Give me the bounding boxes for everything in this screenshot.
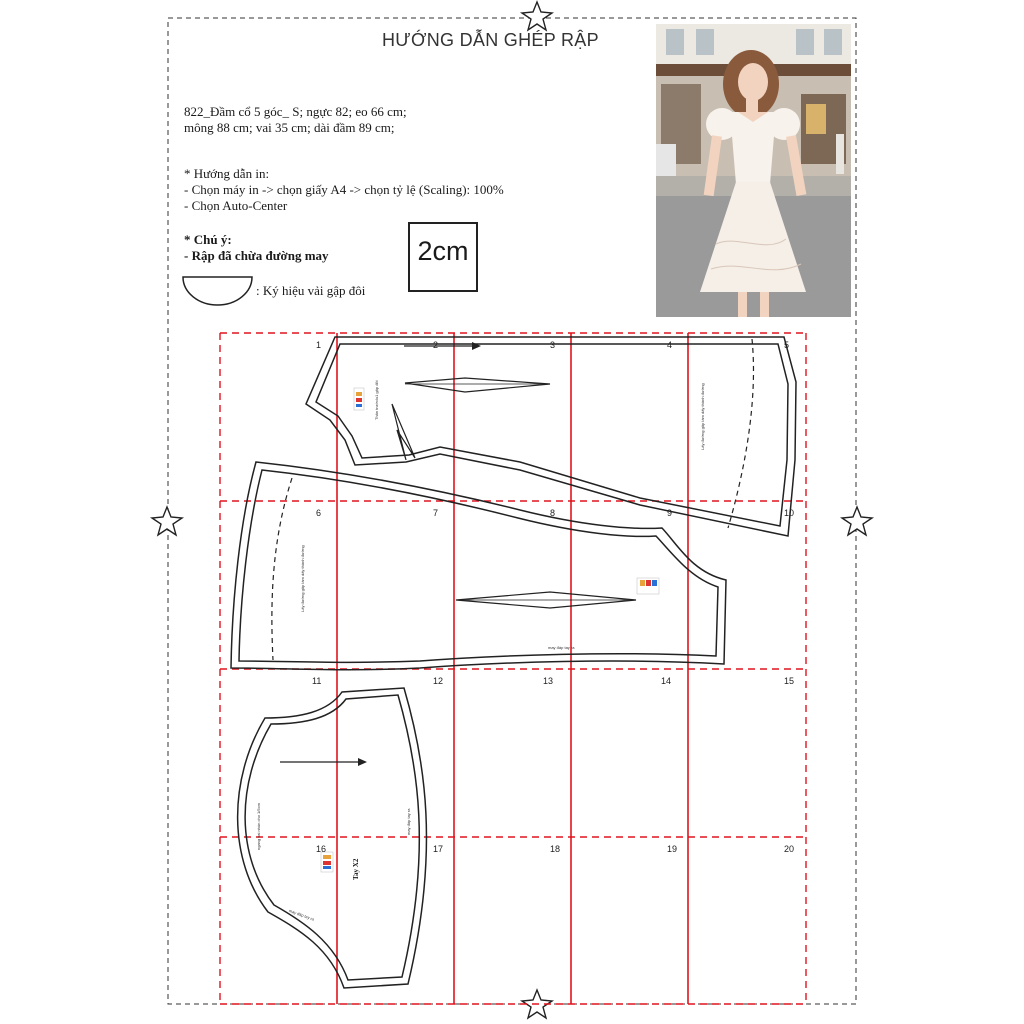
print-instructions <box>184 166 504 214</box>
grid-cell-number: 19 <box>667 844 678 854</box>
brand-logo-icon <box>354 388 364 410</box>
grid-cell-number: 3 <box>550 340 556 350</box>
skirt-piece <box>231 462 726 670</box>
instructions-heading: * Hướng dẫn in: <box>184 166 270 181</box>
grid-cell-number: 5 <box>784 340 790 350</box>
scale-reference-box <box>408 222 478 292</box>
product-photo <box>656 24 851 317</box>
grid-cell-number: 6 <box>316 508 322 518</box>
spec-line: 822_Đầm cổ 5 góc_ S; ngực 82; eo 66 cm; <box>184 104 407 119</box>
back-fold-note: Lấy đường gập làm dấy thành đường <box>700 383 705 450</box>
grid-cell-number: 1 <box>316 340 322 350</box>
page-title: HƯỚNG DẪN GHÉP RẬP <box>382 30 599 50</box>
star-outline-icon <box>522 2 552 30</box>
fold-symbol-icon <box>183 277 252 305</box>
front-piece-note: Thân trước/x1 gập đôi <box>374 380 379 420</box>
grid-cell-number: 2 <box>433 340 439 350</box>
star-outline-icon <box>152 507 182 535</box>
instruction-step: - Chọn Auto-Center <box>184 198 288 213</box>
grid-cell-number: 9 <box>667 508 673 518</box>
grid-cell-number: 12 <box>433 676 444 686</box>
garment-spec <box>184 104 407 136</box>
note-line: - Rập đã chừa đường may <box>184 248 329 263</box>
grid-cell-number: 7 <box>433 508 439 518</box>
sleeve-curve-note: ngang vai nhún cho 1/5cm <box>256 803 261 850</box>
sleeve-right-note: may đáp tay ra <box>406 808 411 835</box>
grid-cell-number: 15 <box>784 676 795 686</box>
print-grid <box>220 333 806 1004</box>
sleeve-piece <box>238 688 427 988</box>
hem-note: may đáp tay ra <box>548 645 575 650</box>
star-outline-icon <box>842 507 872 535</box>
grid-cell-number: 11 <box>312 676 322 686</box>
grid-cell-number: 14 <box>661 676 672 686</box>
scale-label: 2cm <box>417 236 469 266</box>
brand-logo-icon <box>637 578 659 594</box>
instruction-step: - Chọn máy in -> chọn giấy A4 -> chọn tỷ lệ (Scaling): 100% <box>184 182 504 197</box>
note-heading: * Chú ý: <box>184 232 232 247</box>
dress-photo-illustration <box>656 24 851 317</box>
grid-cell-number: 13 <box>543 676 554 686</box>
grid-cell-number: 18 <box>550 844 561 854</box>
grid-cell-number: 16 <box>316 844 327 854</box>
skirt-side-note: Lấy đường gập làm dấy thành đường <box>300 545 305 612</box>
sleeve-piece-label: Tay X2 <box>352 858 360 880</box>
grid-cell-number: 17 <box>433 844 444 854</box>
grid-cell-number: 20 <box>784 844 795 854</box>
grid-cell-number: 8 <box>550 508 556 518</box>
grid-cell-number: 4 <box>667 340 673 350</box>
fold-symbol-label: : Ký hiệu vải gập đôi <box>256 283 366 298</box>
spec-line: mông 88 cm; vai 35 cm; dài đầm 89 cm; <box>184 120 395 135</box>
brand-logo-icon <box>321 852 333 872</box>
grid-cell-number: 10 <box>784 508 795 518</box>
sleeve-edge-note: may đáp tay ra <box>288 908 315 922</box>
front-bodice-piece <box>306 337 796 536</box>
seam-note <box>184 232 329 264</box>
